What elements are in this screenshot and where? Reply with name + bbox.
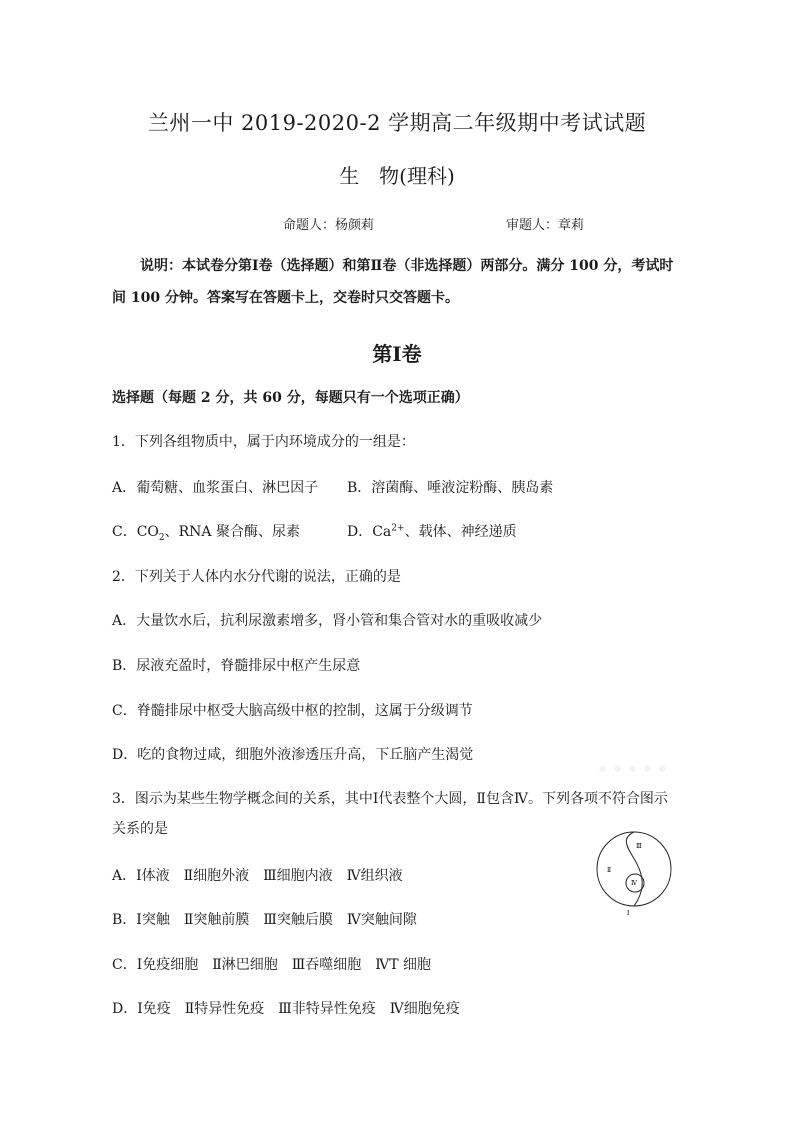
q3-stem-line-1: 3．图示为某些生物学概念间的关系，其中Ⅰ代表整个大圆，Ⅱ包含Ⅳ。下列各项不符合图示 [112,791,668,807]
q2-option-c: C．脊髓排尿中枢受大脑高级中枢的控制，这属于分级调节 [112,703,473,719]
q3-option-b: B．Ⅰ突触 Ⅱ突触前膜 Ⅲ突触后膜 Ⅳ突触间隙 [112,912,417,928]
q3-option-c: C．Ⅰ免疫细胞 Ⅱ淋巴细胞 Ⅲ吞噬细胞 ⅣT 细胞 [112,957,432,973]
concept-relationship-diagram [592,827,682,917]
q1-stem: 1．下列各组物质中，属于内环境成分的一组是： [112,434,415,450]
q1-option-c-rest: 、RNA 聚合酶、尿素 [164,524,300,540]
q1-option-c-subscript: 2 [158,532,165,543]
q2-option-b: B．尿液充盈时，脊髓排尿中枢产生尿意 [112,658,361,674]
label-I: Ⅰ [627,910,630,917]
q1-options-ab [112,477,612,497]
label-II: Ⅱ [607,867,612,874]
q2-option-d: D．吃的食物过咸，细胞外液渗透压升高，下丘脑产生渴觉 [112,747,474,763]
label-III: Ⅲ [636,843,642,850]
q1-option-d-rest: 、载体、神经递质 [404,524,517,540]
instructions-line-1: 说明：本试卷分第Ⅰ卷（选择题）和第Ⅱ卷（非选择题）两部分。满分 100 分，考试时 [140,258,674,274]
q1-option-d-text: D．Ca [347,524,392,540]
q3-option-a: A．Ⅰ体液 Ⅱ细胞外液 Ⅲ细胞内液 Ⅳ组织液 [112,868,403,884]
q3-option-d: D．Ⅰ免疫 Ⅱ特异性免疫 Ⅲ非特异性免疫 Ⅳ细胞免疫 [112,1001,460,1017]
q1-option-d [347,521,517,541]
q1-options-cd [112,521,612,543]
q1-option-a: A．葡萄糖、血浆蛋白、淋巴因子 [112,480,319,496]
instructions-line-2: 间 100 分钟。答案写在答题卡上，交卷时只交答题卡。 [112,290,459,306]
q1-option-c [112,524,300,543]
q2-stem: 2．下列关于人体内水分代谢的说法，正确的是 [112,569,401,585]
subject-title: 生 物(理科) [339,164,455,188]
q2-option-a: A．大量饮水后，抗利尿激素增多，肾小管和集合管对水的重吸收减少 [112,613,543,629]
reviewer: 审题人：章莉 [506,218,585,233]
exam-title: 兰州一中 2019-2020-2 学期高二年级期中考试试题 [147,111,647,135]
watermark: ••••• [596,758,671,783]
question-type-heading: 选择题（每题 2 分，共 60 分，每题只有一个选项正确） [112,390,469,406]
q1-option-b: B．溶菌酶、唾液淀粉酶、胰岛素 [347,480,554,496]
label-IV: Ⅳ [631,880,637,887]
q3-stem-line-2: 关系的是 [112,821,168,837]
q1-option-c-text: C．CO [112,524,159,540]
q1-option-d-superscript: 2+ [391,523,405,534]
section-title: 第Ⅰ卷 [372,342,422,366]
question-setter: 命题人：杨颜莉 [283,218,375,233]
